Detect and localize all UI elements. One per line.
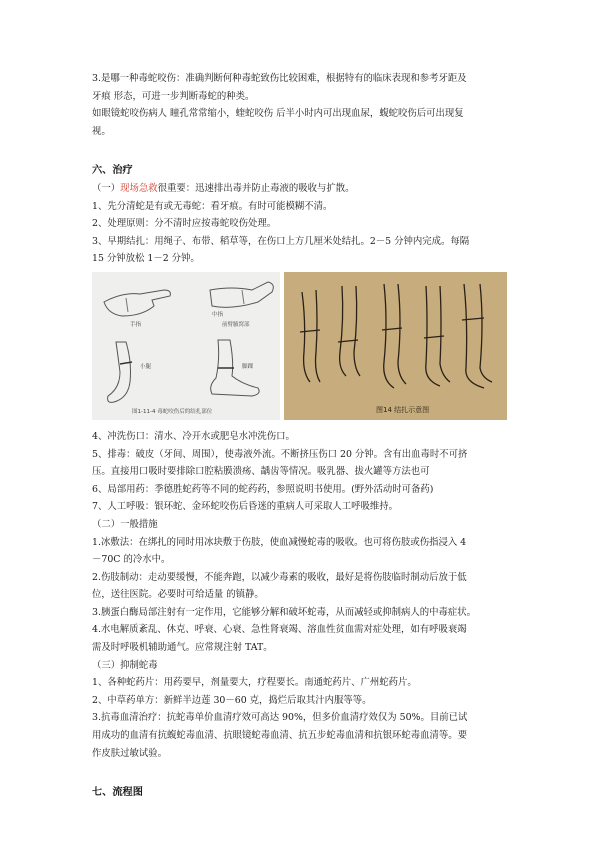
sketch-label: 手指 xyxy=(130,321,142,328)
treatment-item-5: 5、排毒：破皮（牙间、周围），使毒液外流。不断挤压伤口 20 分钟。含有出血毒时不可挤 xyxy=(92,448,468,460)
general-measure-1-cont: －70C 的冷水中。 xyxy=(92,554,171,566)
general-measure-2: 2.伤肢制动：走动要缓慢，不能奔跑，以减少毒素的吸收，最好是将伤肢临时制动后放于低 xyxy=(92,571,467,583)
venom-suppression-2: 2、中草药单方：新鲜半边莲 30－60 克，捣烂后取其汁内服等等。 xyxy=(92,694,372,706)
sketch-label: 中指 xyxy=(212,311,224,318)
venom-suppression-3-cont: 用成功的血清有抗蝮蛇毒血清、抗眼镜蛇毒血清、抗五步蛇毒血清和抗银环蛇毒血清等。要 xyxy=(92,730,468,742)
subsection-3-heading: （三）抑制蛇毒 xyxy=(92,659,158,671)
subsection-1-heading xyxy=(92,180,508,198)
general-measure-3: 3.胰蛋白酶局部注射有一定作用，它能够分解和破坏蛇毒，从而减轻或抑制病人的中毒症状。 xyxy=(92,606,476,618)
treatment-item-4: 4、冲洗伤口：清水、冷开水或肥皂水冲洗伤口。 xyxy=(92,430,295,442)
sketch-label: 前臂腋窝部 xyxy=(222,321,250,328)
ligation-diagram-drawing xyxy=(284,272,507,420)
section-7-heading: 七、流程图 xyxy=(92,787,143,799)
tourniquet-sketch-drawing xyxy=(92,272,280,420)
general-measure-1: 1.冰敷法：在绑扎的同时用冰块敷于伤肢，使血减慢蛇毒的吸收。也可将伤肢或伤指浸入 4 xyxy=(92,536,467,548)
intro-line: 如眼镜蛇咬伤病人 瞳孔常常缩小，蝰蛇咬伤 后半小时内可出现血尿，蝮蛇咬伤后可出现复 xyxy=(92,108,464,120)
intro-line: 视。 xyxy=(92,125,111,137)
general-measure-4-cont: 需及时呼吸机辅助通气。应常规注射 TAT。 xyxy=(92,642,273,654)
intro-line: 牙痕 形态，可进一步判断毒蛇的种类。 xyxy=(92,90,255,102)
venom-suppression-3-cont: 作皮肤过敏试验。 xyxy=(92,747,168,759)
treatment-item-5-cont: 压。直接用口吸时要排除口腔粘膜溃疡、龋齿等情况。吸乳器、拔火罐等方法也可 xyxy=(92,466,430,478)
venom-suppression-3: 3.抗毒血清治疗：抗蛇毒单价血清疗效可高达 90%，但多价血清疗效仅为 50%。目前已试 xyxy=(92,712,468,724)
general-measure-4: 4.水电解质紊乱、休克、呼衰、心衰、急性肾衰竭、溶血性贫血需对症处理，如有呼吸衰竭 xyxy=(92,624,467,636)
sketch-caption: 图1-11-4 毒蛇咬伤后的结扎部位 xyxy=(132,408,213,415)
section-6-heading: 六、治疗 xyxy=(92,165,133,177)
venom-suppression-1: 1、各种蛇药片：用药要早，剂量要大，疗程要长。南通蛇药片、广州蛇药片。 xyxy=(92,677,417,689)
tourniquet-sketch-image xyxy=(92,272,280,420)
subsection-1-prefix: （一） xyxy=(92,182,121,194)
sketch-label: 小腿 xyxy=(140,363,152,370)
treatment-item-1: 1、先分清蛇是有或无毒蛇：看牙痕。有时可能模糊不清。 xyxy=(92,200,333,212)
treatment-item-2: 2、处理原则：分不清时应按毒蛇咬伤处理。 xyxy=(92,218,277,230)
treatment-item-3-cont: 15 分钟放松 1－2 分钟。 xyxy=(92,253,200,265)
diagram-caption: 图14 结扎示意图 xyxy=(376,405,430,414)
general-measure-2-cont: 位，送往医院。必要时可给适量 的镇静。 xyxy=(92,589,264,601)
first-aid-highlight: 现场急救 xyxy=(120,182,158,194)
intro-line: 3.是哪一种毒蛇咬伤：准确判断何种毒蛇致伤比较困难，根据特有的临床表现和参考牙距及 xyxy=(92,73,467,84)
ligation-diagram-image xyxy=(284,272,507,420)
sketch-label: 脚踝 xyxy=(242,363,254,370)
subsection-2-heading: （二）一般措施 xyxy=(92,518,158,530)
treatment-item-3: 3、早期结扎：用绳子、布带、稻草等，在伤口上方几厘米处结扎。2－5 分钟内完成。每隔 xyxy=(92,235,470,247)
page-content xyxy=(92,70,508,802)
figures-row xyxy=(92,272,508,422)
treatment-item-6: 6、局部用药：季德胜蛇药等不同的蛇药药，参照说明书使用。(野外活动时可备药) xyxy=(92,483,434,495)
treatment-item-7: 7、人工呼吸：银环蛇、金环蛇咬伤后昏迷的重病人可采取人工呼吸维持。 xyxy=(92,501,398,513)
subsection-1-text: 很重要：迅速排出毒并防止毒液的吸收与扩散。 xyxy=(157,182,355,194)
